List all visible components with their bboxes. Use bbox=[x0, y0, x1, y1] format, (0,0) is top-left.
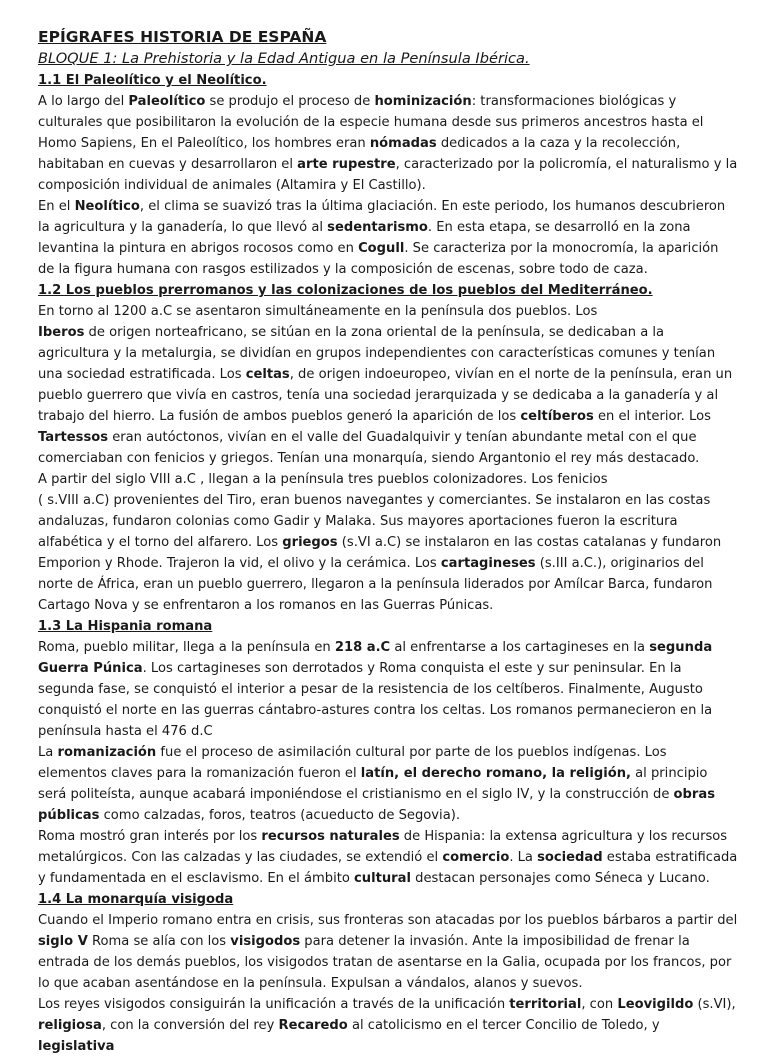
text-run: al principio será politeísta, aunque acabará imponiéndose el cristianismo en el siglo IV, y la construcción de bbox=[38, 766, 708, 802]
bold-term: siglo V bbox=[38, 934, 88, 949]
text-run: (s.VI), bbox=[693, 997, 736, 1012]
document-title: EPÍGRAFES HISTORIA DE ESPAÑA bbox=[38, 28, 327, 46]
bold-term: Tartessos bbox=[38, 430, 109, 445]
paragraph bbox=[38, 910, 738, 994]
bold-term: sedentarismo bbox=[327, 220, 428, 235]
paragraph bbox=[38, 490, 738, 616]
paragraph bbox=[38, 742, 738, 826]
text-run: eran autóctonos, vivían en el valle del Guadalquivir y tenían abundante metal con el que comerciaban con fenicios y griegos. Tenían una monarquía, siendo Argantonio el rey más destacado. bbox=[38, 430, 700, 466]
block-heading: BLOQUE 1: La Prehistoria y la Edad Antigua en la Península Ibérica. bbox=[38, 50, 530, 67]
text-run: . En esta etapa, se desarrolló en la zona levantina la pintura en abrigos rocosos como en bbox=[38, 220, 691, 256]
bold-term: Recaredo bbox=[278, 1018, 348, 1033]
text-run: (s.III a.C.), originarios del norte de África, eran un pueblo guerrero, llegaron a la península liderados por Amílcar Barca, fundaron Cartago Nova y se enfrentaron a los romanos en las Guerras Púnicas. bbox=[38, 556, 713, 613]
paragraph bbox=[38, 196, 738, 280]
text-run: estaba estratificada y fundamentada en el esclavismo. En el ámbito bbox=[38, 850, 738, 886]
bold-term: cartagineses bbox=[440, 556, 536, 571]
paragraph bbox=[38, 91, 738, 196]
bold-term: Iberos bbox=[38, 325, 85, 340]
paragraph bbox=[38, 322, 738, 469]
text-run: destacan personajes como Séneca y Lucano. bbox=[410, 871, 710, 886]
bold-term: legislativa bbox=[38, 1039, 115, 1054]
bold-term: nómadas bbox=[369, 136, 437, 151]
text-run: En torno al 1200 a.C se asentaron simultáneamente en la península dos pueblos. Los bbox=[38, 304, 598, 319]
text-run: al catolicismo en el tercer Concilio de Toledo, y bbox=[347, 1018, 660, 1033]
text-run: fue el proceso de asimilación cultural por parte de los pueblos indígenas. Los elementos claves para la romanización fueron el bbox=[38, 745, 667, 781]
text-run: A lo largo del bbox=[38, 94, 129, 109]
paragraph bbox=[38, 637, 738, 742]
bold-term: romanización bbox=[57, 745, 157, 760]
bold-term: segunda Guerra Púnica bbox=[38, 640, 713, 676]
sections-container bbox=[38, 70, 738, 1057]
text-run: en el interior. Los bbox=[593, 409, 711, 424]
bold-term: hominización bbox=[374, 94, 472, 109]
bold-term: recursos naturales bbox=[261, 829, 400, 844]
bold-term: cultural bbox=[354, 871, 411, 886]
bold-term: latín, el derecho romano, la religión, bbox=[360, 766, 631, 781]
bold-term: 218 a.C bbox=[334, 640, 391, 655]
section-heading: 1.4 La monarquía visigoda bbox=[38, 892, 234, 907]
text-run: . La bbox=[509, 850, 538, 865]
text-run: ( s.VIII a.C) provenientes del Tiro, eran buenos navegantes y comerciantes. Se instalaron en las costas andaluzas, fundaron colonias como Gadir y Malaka. Sus mayores aportaciones fueron la escritura alfabética y el torno del alfarero. Los bbox=[38, 493, 711, 550]
document-page bbox=[38, 26, 738, 1057]
text-run: se produjo el proceso de bbox=[205, 94, 375, 109]
section-heading: 1.1 El Paleolítico y el Neolítico. bbox=[38, 73, 267, 88]
text-run: : transformaciones biológicas y culturales que posibilitaron la evolución de la especie humana desde sus primeros ancestros hasta el Homo Sapiens, En el Paleolítico, los hombres eran bbox=[38, 94, 704, 151]
bold-term: Cogull bbox=[358, 241, 405, 256]
text-run: (s.VI a.C) se instalaron en las costas catalanas y fundaron Emporion y Rhode. Trajeron la vid, el olivo y la cerámica. Los bbox=[38, 535, 722, 571]
section-heading: 1.3 La Hispania romana bbox=[38, 619, 213, 634]
text-run: Cuando el Imperio romano entra en crisis, sus fronteras son atacadas por los pueblos bárbaros a partir del bbox=[38, 913, 738, 928]
bold-term: sociedad bbox=[537, 850, 603, 865]
text-run: , con bbox=[581, 997, 618, 1012]
bold-term: Paleolítico bbox=[128, 94, 206, 109]
text-run: . Los cartagineses son derrotados y Roma conquista el este y sur peninsular. En la segunda fase, se conquistó el interior a pesar de la resistencia de los celtíberos. Finalmente, Augusto conquistó el norte en las guerras cántabro-astures contra los celtas. Los romanos permanecieron en la península hasta el 476 d.C bbox=[38, 661, 713, 739]
text-run: Roma mostró gran interés por los bbox=[38, 829, 262, 844]
bold-term: arte rupestre bbox=[297, 157, 396, 172]
text-run: dedicados a la caza y la recolección, habitaban en cuevas y desarrollaron el bbox=[38, 136, 681, 172]
text-run: . Se caracteriza por la monocromía, la aparición de la figura humana con rasgos estilizados y la composición de escenas, sobre todo de caza. bbox=[38, 241, 719, 277]
text-run: , con la conversión del rey bbox=[101, 1018, 279, 1033]
text-run: como calzadas, foros, teatros (acueducto de Segovia). bbox=[99, 808, 460, 823]
text-run: La bbox=[38, 745, 58, 760]
text-run: En el bbox=[38, 199, 75, 214]
paragraph bbox=[38, 994, 738, 1057]
bold-term: religiosa bbox=[38, 1018, 102, 1033]
paragraph bbox=[38, 301, 738, 322]
section-heading: 1.2 Los pueblos prerromanos y las colonizaciones de los pueblos del Mediterráneo. bbox=[38, 283, 653, 298]
bold-term: griegos bbox=[282, 535, 338, 550]
text-run: Roma se alía con los bbox=[87, 934, 231, 949]
text-run: Roma, pueblo militar, llega a la península en bbox=[38, 640, 335, 655]
bold-term: visigodos bbox=[230, 934, 301, 949]
bold-term: Leovigildo bbox=[617, 997, 694, 1012]
text-run: , el clima se suavizó tras la última glaciación. En este periodo, los humanos descubrieron la agricultura y la ganadería, lo que llevó al bbox=[38, 199, 726, 235]
text-run: A partir del siglo VIII a.C , llegan a la península tres pueblos colonizadores. Los fenicios bbox=[38, 472, 608, 487]
bold-term: Neolítico bbox=[74, 199, 140, 214]
text-run: , de origen indoeuropeo, vivían en el norte de la península, eran un pueblo guerrero que vivía en castros, tenía una sociedad jerarquizada y se dedicaba a la ganadería y al trabajo del hierro. La fusión de ambos pueblos generó la aparición de los bbox=[38, 367, 733, 424]
bold-term: comercio bbox=[442, 850, 510, 865]
text-run: de Hispania: la extensa agricultura y los recursos metalúrgicos. Con las calzadas y las ciudades, se extendió el bbox=[38, 829, 728, 865]
bold-term: territorial bbox=[509, 997, 582, 1012]
text-run: para detener la invasión. Ante la imposibilidad de frenar la entrada de los demás pueblos, los visigodos tratan de asentarse en la Galia, ocupada por los francos, por lo que acaban asentándose en la península. Expulsan a vándalos, alanos y suevos. bbox=[38, 934, 732, 991]
bold-term: celtíberos bbox=[520, 409, 594, 424]
text-run: de origen norteafricano, se sitúan en la zona oriental de la península, se dedicaban a la agricultura y la metalurgia, se dividían en grupos independientes con características comunes y tenían una sociedad estratificada. Los bbox=[38, 325, 716, 382]
paragraph bbox=[38, 469, 738, 490]
text-run: , caracterizado por la policromía, el naturalismo y la composición individual de animales (Altamira y El Castillo). bbox=[38, 157, 738, 193]
text-run: Los reyes visigodos consiguirán la unificación a través de la unificación bbox=[38, 997, 510, 1012]
paragraph bbox=[38, 826, 738, 889]
text-run: al enfrentarse a los cartagineses en la bbox=[390, 640, 650, 655]
bold-term: celtas bbox=[245, 367, 290, 382]
bold-term: obras públicas bbox=[38, 787, 716, 823]
